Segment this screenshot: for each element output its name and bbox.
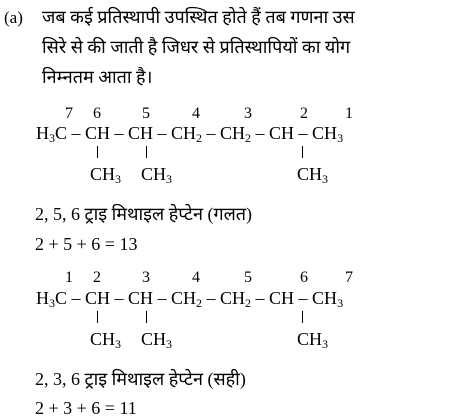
bond-line (146, 311, 147, 323)
sum-right: 2 + 3 + 6 = 11 (35, 398, 137, 418)
bond-line (146, 146, 147, 158)
methyl-branch: $CH_3$ (90, 329, 122, 351)
sum-wrong: 2 + 5 + 6 = 13 (35, 234, 138, 254)
carbon-number: 7 (65, 105, 73, 122)
main-chain: $H_3C$ – CH – CH – $CH_2 - CH_2$ – CH – $CH_3$ (36, 123, 344, 145)
carbon-number: 3 (142, 269, 150, 286)
name-wrong: 2, 5, 6 ट्राइ मिथाइल हेप्टेन (गलत) (35, 204, 253, 224)
methyl-branch: $CH_3$ (297, 329, 329, 351)
carbon-number: 3 (244, 105, 252, 122)
carbon-number: 4 (192, 269, 200, 286)
carbon-number: 6 (300, 269, 308, 286)
main-chain: $H_3C$ – CH – CH – $CH_2 - CH_2$ – CH – $CH_3$ (36, 288, 344, 310)
carbon-number: 5 (142, 105, 150, 122)
carbon-number: 6 (93, 105, 101, 122)
carbon-number: 2 (300, 105, 308, 122)
bond-line (302, 311, 303, 323)
item-label: (a) (4, 8, 23, 27)
carbon-number: 4 (192, 105, 200, 122)
carbon-number: 7 (345, 269, 353, 286)
methyl-branch: $CH_3$ (141, 164, 173, 186)
methyl-branch: $CH_3$ (90, 164, 122, 186)
bond-line (302, 146, 303, 158)
methyl-branch: $CH_3$ (297, 164, 329, 186)
carbon-number: 1 (345, 105, 353, 122)
rule-line-1: जब कई प्रतिस्थापी उपस्थित होते हैं तब गणना उस (42, 7, 355, 27)
bond-line (97, 146, 98, 158)
name-right: 2, 3, 6 ट्राइ मिथाइल हेप्टेन (सही) (35, 369, 246, 389)
bond-line (97, 311, 98, 323)
carbon-number: 5 (244, 269, 252, 286)
carbon-number: 2 (93, 269, 101, 286)
methyl-branch: $CH_3$ (141, 329, 173, 351)
rule-line-2: सिरे से की जाती है जिधर से प्रतिस्थापियों का योग (42, 37, 351, 57)
carbon-number: 1 (65, 269, 73, 286)
rule-line-3: निम्नतम आता है। (42, 67, 153, 87)
